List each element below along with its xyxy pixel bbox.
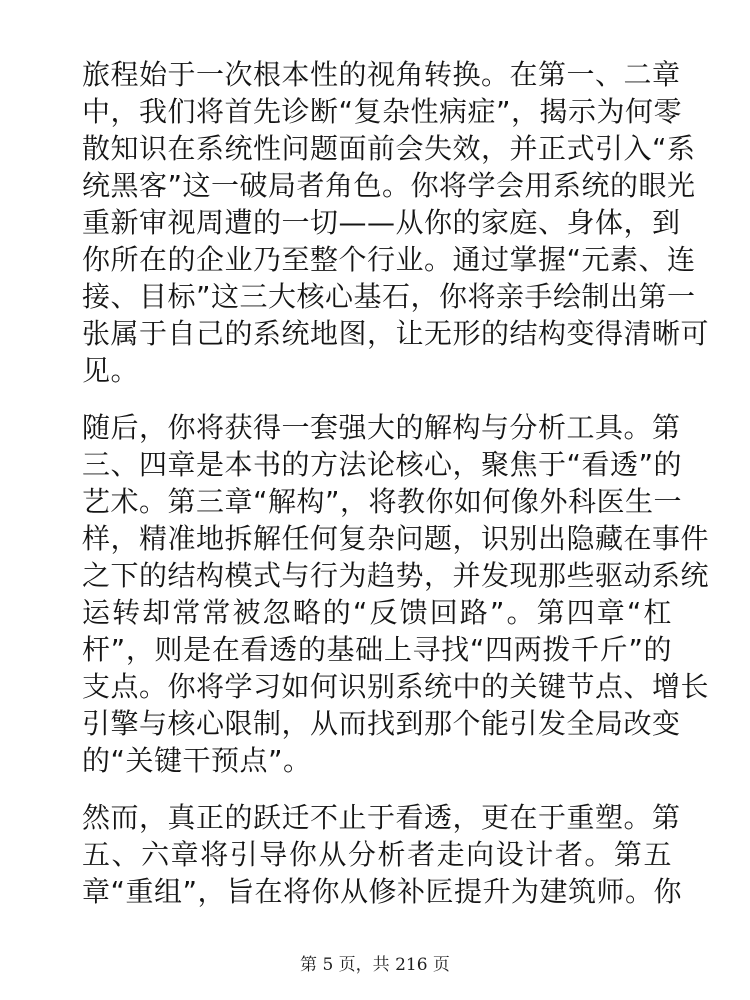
text-line: 杆”，则是在看透的基础上寻找“四两拨千斤”的: [82, 633, 672, 666]
text-line: 章“重组”，旨在将你从修补匠提升为建筑师。你: [82, 875, 683, 908]
text-line: 散知识在系统性问题面前会失效，并正式引入“系: [82, 132, 696, 165]
text-line: 五、六章将引导你从分析者走向设计者。第五: [82, 838, 672, 871]
page-number-footer: 第 5 页，共 216 页: [300, 955, 450, 975]
text-line: 然而，真正的跃迁不止于看透，更在于重塑。第: [82, 801, 681, 834]
paragraph-1: [82, 56, 710, 389]
paragraph-3: [82, 799, 683, 910]
text-line: 你所在的企业乃至整个行业。通过掌握“元素、连: [82, 243, 696, 276]
text-line: 运转却常常被忽略的“反馈回路”。第四章“杠: [82, 596, 672, 629]
body-text: [82, 56, 710, 930]
text-line: 见。: [82, 354, 140, 387]
text-line: 之下的结构模式与行为趋势，并发现那些驱动系统: [82, 559, 710, 592]
text-line: 样，精准地拆解任何复杂问题，识别出隐藏在事件: [82, 522, 710, 555]
text-line: 旅程始于一次根本性的视角转换。在第一、二章: [82, 58, 681, 91]
text-line: 接、目标”这三大核心基石，你将亲手绘制出第一: [82, 280, 696, 313]
text-line: 支点。你将学习如何识别系统中的关键节点、增长: [82, 670, 710, 703]
text-line: 三、四章是本书的方法论核心，聚焦于“看透”的: [82, 448, 683, 481]
text-line: 统黑客”这一破局者角色。你将学会用系统的眼光: [82, 169, 696, 202]
paragraph-2: [82, 409, 710, 779]
text-line: 重新审视周遭的一切——从你的家庭、身体，到: [82, 206, 681, 239]
text-line: 的“关键干预点”。: [82, 744, 312, 777]
text-line: 引擎与核心限制，从而找到那个能引发全局改变: [82, 707, 681, 740]
text-line: 艺术。第三章“解构”，将教你如何像外科医生一: [82, 485, 683, 518]
text-line: 张属于自己的系统地图，让无形的结构变得清晰可: [82, 317, 710, 350]
text-line: 随后，你将获得一套强大的解构与分析工具。第: [82, 411, 681, 444]
text-line: 中，我们将首先诊断“复杂性病症”，揭示为何零: [82, 95, 683, 128]
